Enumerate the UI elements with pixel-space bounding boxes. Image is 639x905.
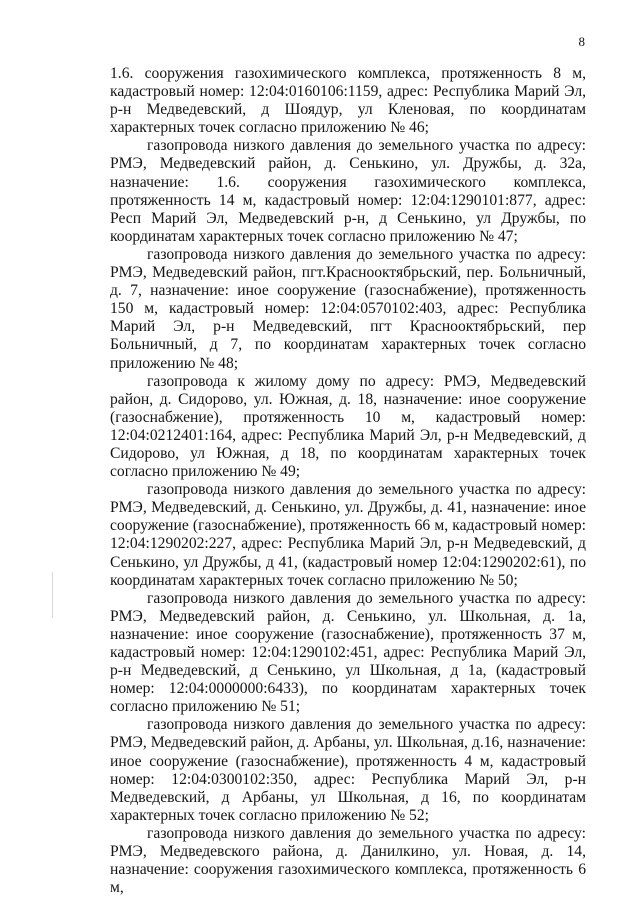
paragraph-2: газопровода низкого давления до земельного участка по адресу: РМЭ, Медведевский район, д. Сенькино, ул. Дружбы, д. 32а, назначение: 1.6. сооружения газохимического комплекса, протяженность 14 м, кадастровый номер: 12:04:1290101:877, адрес: Респ Марий Эл, Медведевский р-н, д Сенькино, ул Дружбы, по координатам характерных точек согласно приложению № 47; [110, 137, 586, 245]
page-number: 8 [578, 34, 585, 49]
paragraph-8: газопровода низкого давления до земельного участка по адресу: РМЭ, Медведевского района, д. Данилкино, ул. Новая, д. 14, назначение: сооружения газохимического комплекса, протяженность 6 м, [110, 824, 586, 897]
paragraph-5: газопровода низкого давления до земельного участка по адресу: РМЭ, Медведевский, д. Сенькино, ул. Дружбы, д. 41, назначение: иное сооружение (газоснабжение), протяженность 66 м, кадастровый номер: 12:04:1290202:227, адрес: Республика Марий Эл, р-н Медведевский, д Сенькино, ул Дружбы, д 41, (кадастровый номер 12:04:1290202:61), по координатам характерных точек согласно приложению № 50; [110, 481, 586, 589]
paragraph-3: газопровода низкого давления до земельного участка по адресу: РМЭ, Медведевский район, пгт.Краснооктябрьский, пер. Больничный, д. 7, назначение: иное сооружение (газоснабжение), протяженность 150 м, кадастровый номер: 12:04:0570102:403, адрес: Республика Марий Эл, р-н Медведевский, пгт Краснооктябрьский, пер Больничный, д 7, по координатам характерных точек согласно приложению № 48; [110, 245, 586, 372]
paragraph-6: газопровода низкого давления до земельного участка по адресу: РМЭ, Медведевский район, д. Сенькино, ул. Школьная, д. 1а, назначение: иное сооружение (газоснабжение), протяженность 37 м, кадастровый номер: 12:04:1290102:451, адрес: Республика Марий Эл, р-н Медведевский, д Сенькино, ул Школьная, д 1а, (кадастровый номер: 12:04:0000000:6433), по координатам характерных точек согласно приложению № 51; [110, 589, 586, 716]
document-body [110, 65, 586, 897]
scan-artifact-line [52, 572, 53, 618]
paragraph-4: газопровода к жилому дому по адресу: РМЭ, Медведевский район, д. Сидорово, ул. Южная, д. 18, назначение: иное сооружение (газоснабжение), протяженность 10 м, кадастровый номер: 12:04:0212401:164, адрес: Республика Марий Эл, р-н Медведевский, д Сидорово, ул Южная, д 18, по координатам характерных точек согласно приложению № 49; [110, 372, 586, 481]
paragraph-1: 1.6. сооружения газохимического комплекса, протяженность 8 м, кадастровый номер: 12:04:0160106:1159, адрес: Республика Марий Эл, р-н Медведевский, д Шоядур, ул Кленовая, по координатам характерных точек согласно приложению № 46; [110, 65, 586, 137]
paragraph-7: газопровода низкого давления до земельного участка по адресу: РМЭ, Медведевский район, д. Арбаны, ул. Школьная, д.16, назначение: иное сооружение (газоснабжение), протяженность 4 м, кадастровый номер: 12:04:0300102:350, адрес: Республика Марий Эл, р-н Медведевский, д Арбаны, ул Школьная, д 16, по координатам характерных точек согласно приложению № 52; [110, 716, 586, 824]
